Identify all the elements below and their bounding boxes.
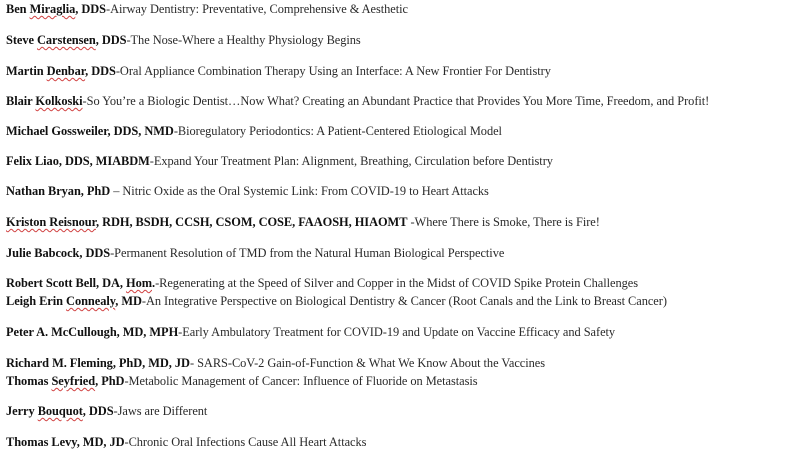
speaker-name: Kriston Reisnour, RDH, BSDH, CCSH, CSOM, COSE, FAAOSH, HIAOMT [6,215,408,229]
speaker-name: Peter A. McCullough, MD, MPH [6,325,179,339]
speaker-name: Steve Carstensen, DDS [6,33,127,47]
speaker-name: Thomas Levy, MD, JD [6,435,125,449]
talk-title: -So You’re a Biologic Dentist…Now What? Creating an Abundant Practice that Provides You More Time, Freedom, and Profit! [82,94,710,108]
talk-title: -Expand Your Treatment Plan: Alignment, Breathing, Circulation before Dentistry [149,154,553,168]
speaker-name: Michael Gossweiler, DDS, NMD [6,124,174,138]
list-item [6,214,600,230]
speaker-name: Thomas Seyfried, PhD [6,374,125,388]
talk-title: -An Integrative Perspective on Biological Dentistry & Cancer (Root Canals and the Link to Breast Cancer) [141,294,667,308]
list-item [6,1,408,17]
talk-title: -Regenerating at the Speed of Silver and Copper in the Midst of COVID Spike Protein Challenges [155,276,638,290]
list-item [6,63,551,79]
list-item [6,373,478,389]
talk-title: -Chronic Oral Infections Cause All Heart Attacks [124,435,367,449]
list-item [6,32,361,48]
talk-title: - SARS-CoV-2 Gain-of-Function & What We Know About the Vaccines [189,356,545,370]
speaker-name: Nathan Bryan, PhD [6,184,111,198]
talk-title: -Jaws are Different [113,404,208,418]
list-item [6,355,545,371]
talk-title: -Metabolic Management of Cancer: Influence of Fluoride on Metastasis [124,374,478,388]
talk-title: -Oral Appliance Combination Therapy Using an Interface: A New Frontier For Dentistry [115,64,551,78]
list-item [6,275,638,291]
talk-title: -Bioregulatory Periodontics: A Patient-Centered Etiological Model [173,124,502,138]
talk-title: -Permanent Resolution of TMD from the Natural Human Biological Perspective [110,246,505,260]
list-item [6,434,366,450]
speaker-name: Jerry Bouquot, DDS [6,404,114,418]
list-item [6,93,709,109]
speaker-name: Ben Miraglia, DDS [6,2,107,16]
talk-title: -Where There is Smoke, There is Fire! [407,215,600,229]
list-item [6,123,502,139]
list-item [6,153,553,169]
speaker-name: Martin Denbar, DDS [6,64,116,78]
talk-title: -The Nose-Where a Healthy Physiology Begins [126,33,361,47]
speaker-name: Richard M. Fleming, PhD, MD, JD [6,356,190,370]
speaker-name: Julie Babcock, DDS [6,246,111,260]
list-item [6,403,207,419]
list-item [6,324,615,340]
list-item [6,245,504,261]
talk-title: -Early Ambulatory Treatment for COVID-19 and Update on Vaccine Efficacy and Safety [178,325,616,339]
speaker-name: Robert Scott Bell, DA, Hom. [6,276,156,290]
list-item [6,183,489,199]
speaker-name: Blair Kolkoski [6,94,83,108]
talk-title: -Airway Dentistry: Preventative, Comprehensive & Aesthetic [106,2,408,16]
speaker-name: Felix Liao, DDS, MIABDM [6,154,150,168]
talk-title: – Nitric Oxide as the Oral Systemic Link: From COVID-19 to Heart Attacks [110,184,489,198]
list-item [6,293,667,309]
speaker-name: Leigh Erin Connealy, MD [6,294,142,308]
